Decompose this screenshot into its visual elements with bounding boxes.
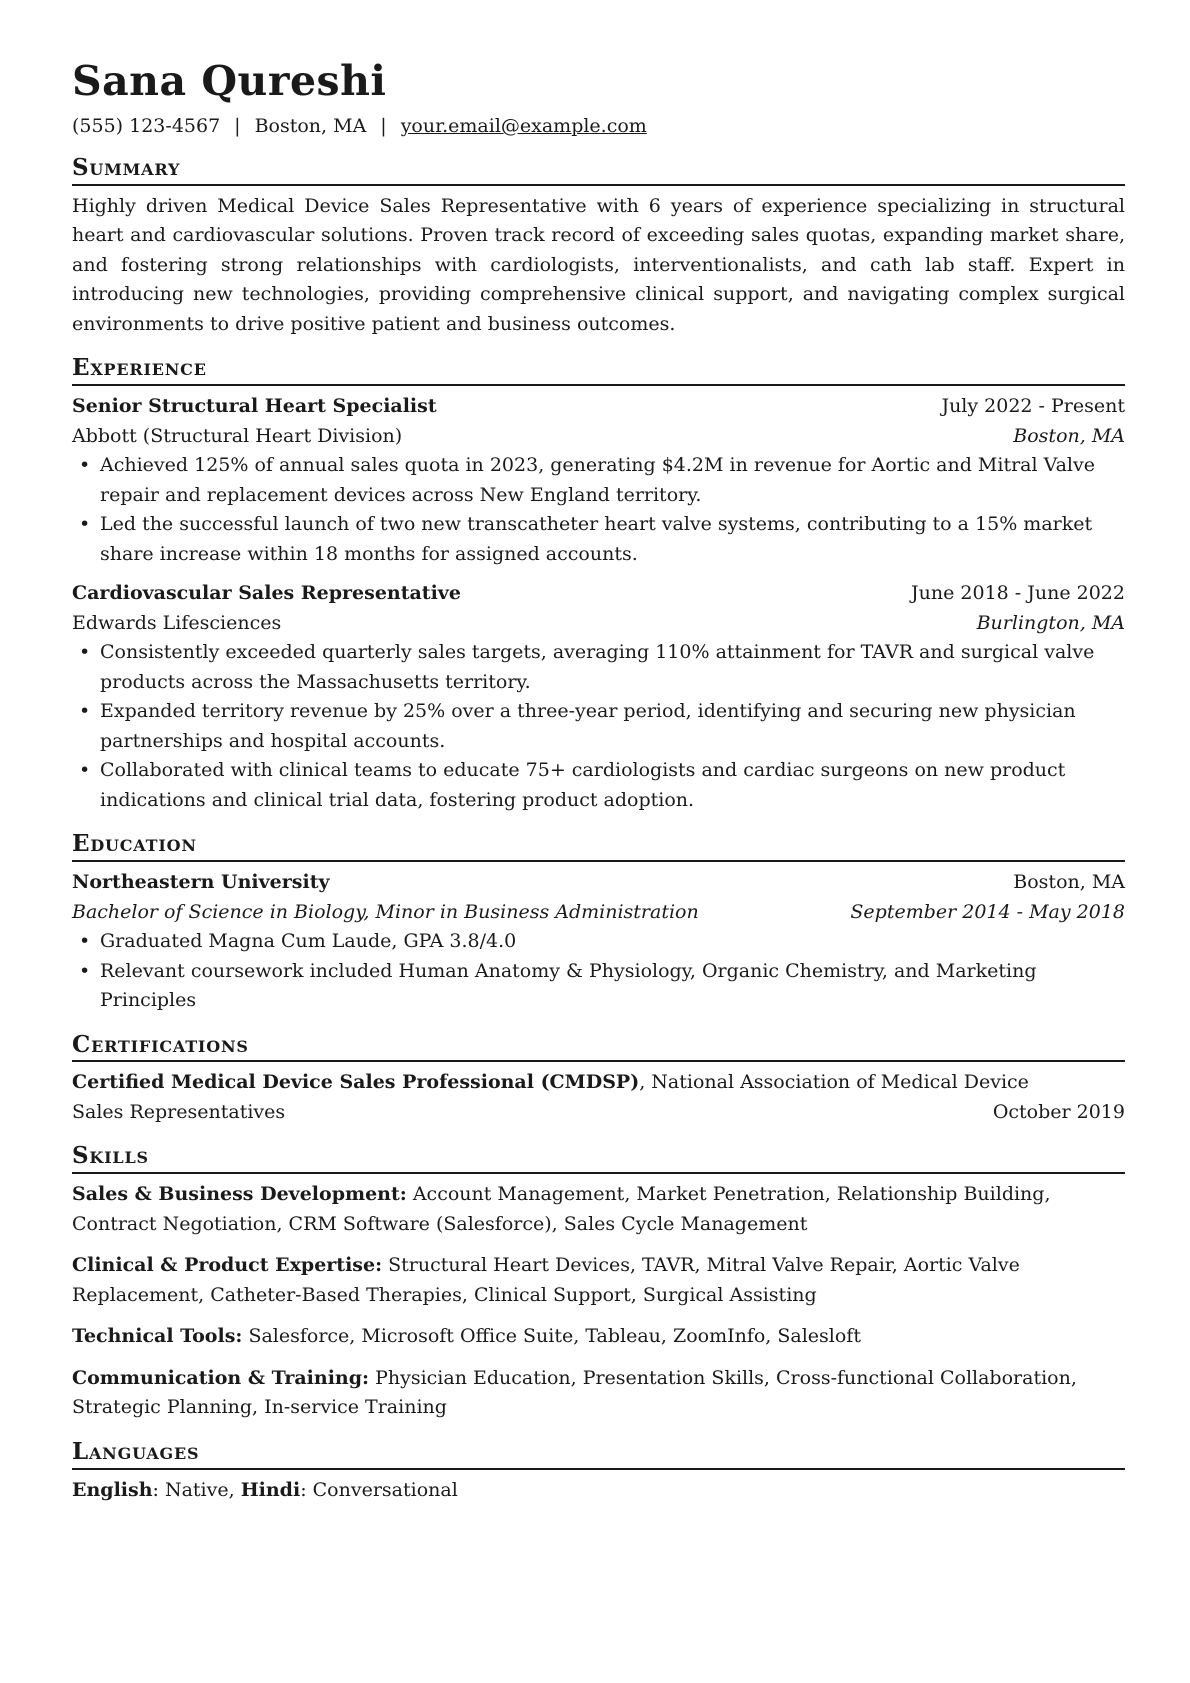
language-level: : Conversational xyxy=(300,1478,458,1501)
education-dates: September 2014 - May 2018 xyxy=(850,900,1125,923)
job-dates: July 2022 - Present xyxy=(941,395,1125,418)
list-item: • Graduated Magna Cum Laude, GPA 3.8/4.0 xyxy=(72,927,1125,957)
school-location: Boston, MA xyxy=(1013,871,1125,893)
candidate-name: Sana Qureshi xyxy=(72,57,387,105)
company-name: Edwards Lifesciences xyxy=(72,611,282,634)
language-name: English xyxy=(72,1478,153,1501)
skill-group-items: Structural Heart Devices, TAVR, Mitral Valve Repair, Aortic Valve Replacement, Catheter-Based Therapies, Clinical Support, Surgical Assisting xyxy=(72,1254,1020,1306)
list-item: • Relevant coursework included Human Anatomy & Physiology, Organic Chemistry, and Marketing Principles xyxy=(72,957,1125,1016)
list-item: • Led the successful launch of two new transcatheter heart valve systems, contributing to a 15% market share increase within 18 months for assigned accounts. xyxy=(72,510,1125,569)
job-location: Burlington, MA xyxy=(976,611,1125,634)
job-entry xyxy=(72,579,1125,815)
section-heading-languages: Languages xyxy=(72,1437,1125,1470)
education-section xyxy=(72,829,1125,1015)
section-heading-skills: Skills xyxy=(72,1141,1125,1174)
contact-separator: | xyxy=(380,115,387,138)
list-item: • Consistently exceeded quarterly sales targets, averaging 110% attainment for TAVR and surgical valve products across the Massachusetts territory. xyxy=(72,638,1125,697)
skill-group-items: Physician Education, Presentation Skills, Cross-functional Collaboration, Strategic Planning, In-service Training xyxy=(72,1366,1077,1419)
certifications-section xyxy=(72,1030,1125,1128)
job-location: Boston, MA xyxy=(1013,424,1125,447)
certification-issuer: , National Association of Medical Device xyxy=(639,1071,1029,1094)
section-heading-experience: Experience xyxy=(72,353,1125,386)
list-item: • Collaborated with clinical teams to educate 75+ cardiologists and cardiac surgeons on new product indications and clinical trial data, fostering product adoption. xyxy=(72,756,1125,815)
degree: Bachelor of Science in Biology, Minor in Business Administration xyxy=(72,900,699,923)
skill-group xyxy=(72,1364,1125,1423)
skill-group-label: Technical Tools: xyxy=(72,1325,243,1348)
skill-group xyxy=(72,1251,1125,1310)
skills-section xyxy=(72,1141,1125,1422)
job-bullets xyxy=(72,451,1125,569)
summary-text: Highly driven Medical Device Sales Representative with 6 years of experience specializing in structural heart and cardiovascular solutions. Proven track record of exceeding sales quotas, expanding market share, and fostering strong relationships with cardiologists, interventionalists, and cath lab staff. Expert in introducing new technologies, providing comprehensive clinical support, and navigating complex surgical environments to drive positive patient and business outcomes. xyxy=(72,194,1125,335)
skill-group-items: Salesforce, Microsoft Office Suite, Tableau, ZoomInfo, Salesloft xyxy=(242,1325,861,1348)
job-bullets xyxy=(72,638,1125,815)
certification-entry xyxy=(72,1068,1125,1098)
list-item: • Achieved 125% of annual sales quota in 2023, generating $4.2M in revenue for Aortic and Mitral Valve repair and replacement devices across New England territory. xyxy=(72,451,1125,510)
skill-group xyxy=(72,1180,1125,1239)
resume-page xyxy=(72,58,1125,1505)
skill-group-label: Communication & Training: xyxy=(72,1366,370,1389)
contact-line xyxy=(72,114,1125,139)
job-dates: June 2018 - June 2022 xyxy=(911,582,1125,605)
languages-line xyxy=(72,1476,1125,1506)
school-name: Northeastern University xyxy=(72,871,330,893)
language-level: : Native, xyxy=(152,1478,241,1501)
job-entry xyxy=(72,392,1125,569)
section-heading-certifications: Certifications xyxy=(72,1030,1125,1063)
section-heading-summary: Summary xyxy=(72,153,1125,186)
job-title: Cardiovascular Sales Representative xyxy=(72,582,461,605)
education-bullets xyxy=(72,927,1125,1016)
location: Boston, MA xyxy=(254,115,367,138)
skill-group xyxy=(72,1322,1125,1352)
experience-section xyxy=(72,353,1125,815)
section-heading-education: Education xyxy=(72,829,1125,862)
summary-section xyxy=(72,153,1125,339)
contact-separator: | xyxy=(234,115,241,138)
phone-number: (555) 123-4567 xyxy=(72,115,221,138)
email-link[interactable]: your.email@example.com xyxy=(400,115,647,138)
skill-group-label: Clinical & Product Expertise: xyxy=(72,1254,383,1277)
language-name: Hindi xyxy=(240,1478,301,1501)
certification-issuer-cont: Sales Representatives xyxy=(72,1100,286,1123)
certification-date: October 2019 xyxy=(992,1100,1125,1123)
certification-name: Certified Medical Device Sales Professional (CMDSP) xyxy=(72,1071,640,1094)
list-item: • Expanded territory revenue by 25% over a three-year period, identifying and securing new physician partnerships and hospital accounts. xyxy=(72,697,1125,756)
job-title: Senior Structural Heart Specialist xyxy=(72,395,437,418)
skill-group-items: Account Management, Market Penetration, Relationship Building, Contract Negotiation, CRM Software (Salesforce), Sales Cycle Management xyxy=(72,1183,1051,1235)
company-name: Abbott (Structural Heart Division) xyxy=(72,424,403,447)
skill-group-label: Sales & Business Development: xyxy=(72,1183,407,1206)
languages-section xyxy=(72,1437,1125,1505)
